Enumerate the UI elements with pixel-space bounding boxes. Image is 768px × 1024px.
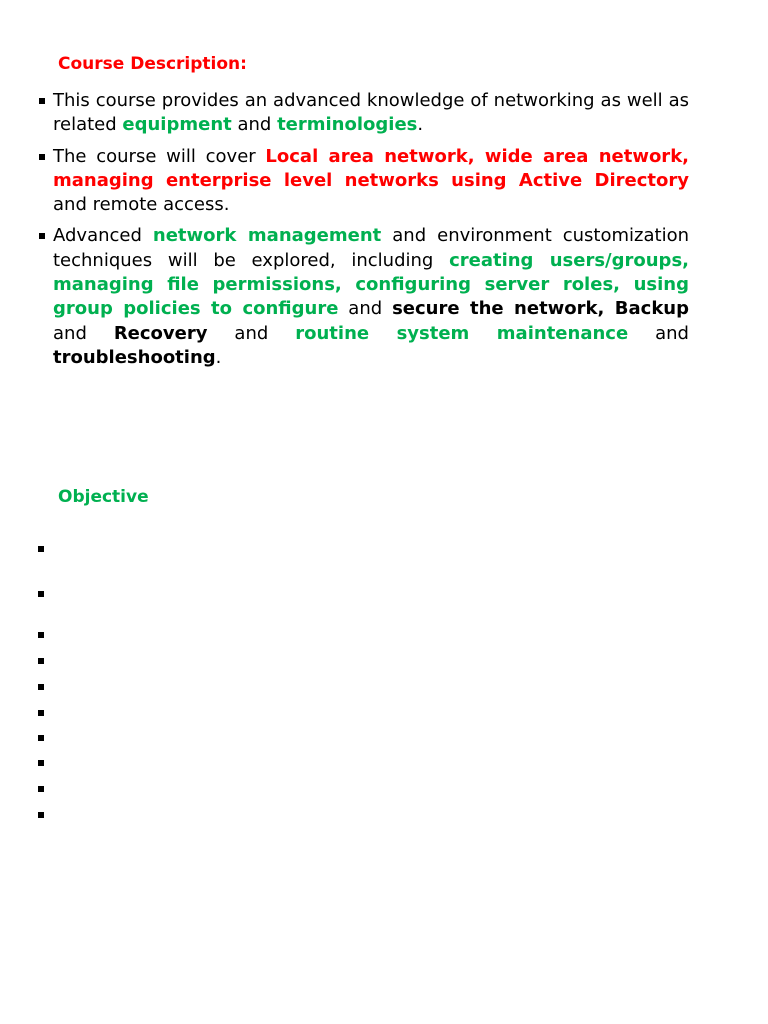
text-segment: secure the network, Backup bbox=[392, 298, 689, 320]
text-segment: routine system maintenance bbox=[295, 322, 629, 344]
text-segment: Recovery bbox=[113, 322, 208, 344]
course-bullet-2 bbox=[38, 145, 689, 218]
course-description-heading: Course Description: bbox=[58, 54, 247, 74]
square-bullet-icon bbox=[39, 98, 45, 104]
text-segment: and environment customization techniques will be explored, including bbox=[53, 225, 689, 271]
text-segment: and bbox=[231, 114, 278, 136]
objective-heading: Objective bbox=[58, 487, 149, 507]
course-bullet-1 bbox=[38, 89, 689, 138]
text-segment: and remote access. bbox=[53, 194, 230, 216]
text-segment: The course will cover bbox=[53, 145, 266, 167]
square-bullet-icon bbox=[38, 786, 44, 792]
square-bullet-icon bbox=[38, 591, 44, 597]
text-segment: . bbox=[215, 346, 222, 368]
text-segment: Advanced bbox=[53, 225, 153, 247]
square-bullet-icon bbox=[38, 546, 44, 552]
bullet-text bbox=[53, 90, 689, 135]
square-bullet-icon bbox=[38, 760, 44, 766]
text-segment: creating users/groups, managing file permissions, configuring server roles, using group policies to configure bbox=[53, 249, 689, 320]
bullet-text bbox=[53, 146, 689, 216]
bullet-text bbox=[53, 225, 689, 367]
square-bullet-icon bbox=[38, 735, 44, 741]
text-segment: and bbox=[207, 322, 296, 344]
square-bullet-icon bbox=[38, 812, 44, 818]
text-segment: network management bbox=[152, 225, 382, 247]
square-bullet-icon bbox=[38, 658, 44, 664]
text-segment: Local area network, wide area network, managing enterprise level networks using Active Directory bbox=[53, 145, 689, 191]
text-segment: equipment bbox=[122, 114, 232, 136]
text-segment: terminologies bbox=[277, 114, 418, 136]
square-bullet-icon bbox=[38, 632, 44, 638]
course-bullet-3 bbox=[38, 224, 689, 370]
square-bullet-icon bbox=[38, 684, 44, 690]
text-segment: troubleshooting bbox=[53, 346, 216, 368]
text-segment: . bbox=[417, 114, 424, 136]
course-description-list bbox=[38, 89, 689, 377]
square-bullet-icon bbox=[39, 154, 45, 160]
text-segment: and bbox=[53, 322, 114, 344]
text-segment: This course provides an advanced knowledge of networking as well as related bbox=[53, 90, 689, 136]
text-segment: and bbox=[628, 322, 689, 344]
text-segment: and bbox=[338, 298, 393, 320]
square-bullet-icon bbox=[38, 710, 44, 716]
square-bullet-icon bbox=[39, 233, 45, 239]
